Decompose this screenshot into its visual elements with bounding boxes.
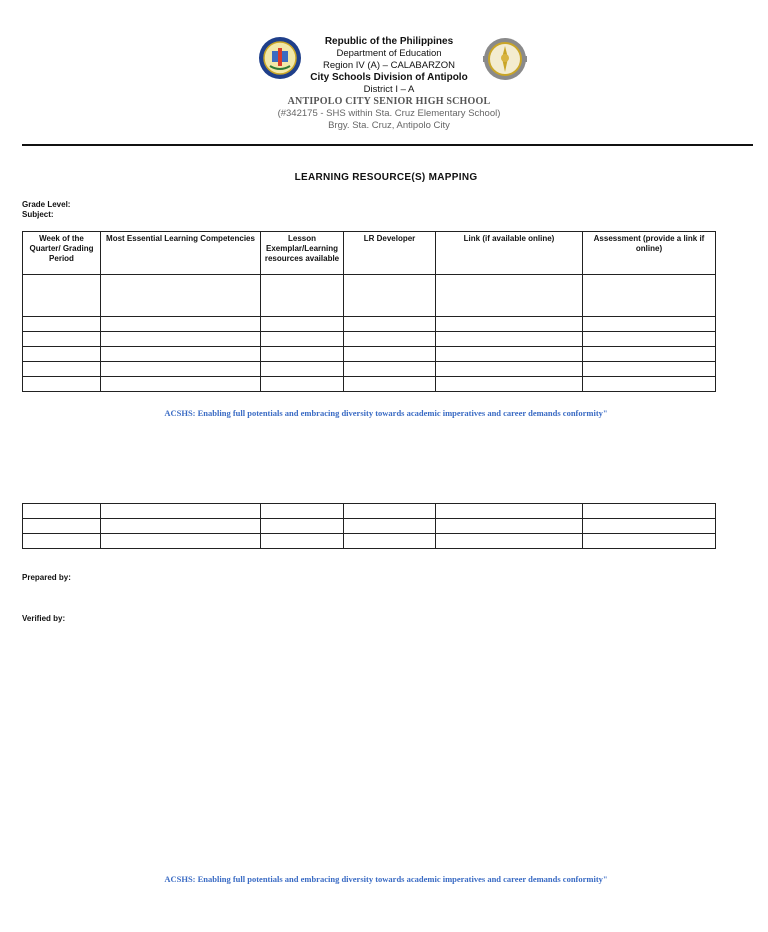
table-cell[interactable] (23, 317, 101, 332)
table-cell[interactable] (23, 504, 101, 519)
table-cell[interactable] (101, 504, 261, 519)
table-row[interactable] (23, 377, 716, 392)
table-cell[interactable] (261, 504, 344, 519)
school-motto: ACSHS: Enabling full potentials and embracing diversity towards academic imperatives and career demands conformity" (164, 408, 608, 418)
table-cell[interactable] (261, 317, 344, 332)
table-cell[interactable] (344, 534, 436, 549)
table-row[interactable] (23, 534, 716, 549)
table-cell[interactable] (101, 377, 261, 392)
table-cell[interactable] (101, 519, 261, 534)
subject-label: Subject: (22, 210, 54, 219)
school-id-line: (#342175 - SHS within Sta. Cruz Elementary School) (277, 108, 501, 119)
header-divider (22, 144, 753, 146)
table-cell[interactable] (344, 275, 436, 317)
table-cell[interactable] (344, 317, 436, 332)
document-title: LEARNING RESOURCE(S) MAPPING (294, 172, 478, 183)
table-cell[interactable] (261, 362, 344, 377)
table-cell[interactable] (436, 504, 583, 519)
table-cell[interactable] (261, 332, 344, 347)
table-cell[interactable] (436, 347, 583, 362)
table-row[interactable] (23, 275, 716, 317)
district-line: District I – A (363, 84, 415, 95)
table-cell[interactable] (583, 362, 716, 377)
table-cell[interactable] (261, 534, 344, 549)
table-cell[interactable] (261, 347, 344, 362)
table-cell[interactable] (436, 362, 583, 377)
table-cell[interactable] (436, 534, 583, 549)
table-cell[interactable] (583, 519, 716, 534)
table-row[interactable] (23, 347, 716, 362)
address-line: Brgy. Sta. Cruz, Antipolo City (328, 120, 450, 131)
table-cell[interactable] (436, 332, 583, 347)
table-cell[interactable] (23, 347, 101, 362)
verified-by-label: Verified by: (22, 614, 66, 623)
table-cell[interactable] (101, 534, 261, 549)
school-name: ANTIPOLO CITY SENIOR HIGH SCHOOL (287, 96, 491, 107)
col-lr-developer: LR Developer (344, 232, 436, 275)
prepared-by-label: Prepared by: (22, 573, 71, 582)
table-cell[interactable] (101, 347, 261, 362)
col-link: Link (if available online) (436, 232, 583, 275)
col-melc: Most Essential Learning Competencies (101, 232, 261, 275)
col-lesson-exemplar: Lesson Exemplar/Learning resources available (261, 232, 344, 275)
table-row[interactable] (23, 332, 716, 347)
table-cell[interactable] (101, 362, 261, 377)
region-line: Region IV (A) – CALABARZON (323, 60, 455, 71)
table-cell[interactable] (583, 275, 716, 317)
republic-line: Republic of the Philippines (324, 36, 454, 47)
table-cell[interactable] (23, 362, 101, 377)
table-cell[interactable] (344, 519, 436, 534)
table-cell[interactable] (23, 534, 101, 549)
table-cell[interactable] (23, 275, 101, 317)
table-cell[interactable] (344, 362, 436, 377)
table-cell[interactable] (23, 332, 101, 347)
table-cell[interactable] (583, 504, 716, 519)
table-cell[interactable] (261, 519, 344, 534)
col-assessment: Assessment (provide a link if online) (583, 232, 716, 275)
table-cell[interactable] (436, 317, 583, 332)
table-cell[interactable] (344, 332, 436, 347)
department-line: Department of Education (336, 48, 442, 59)
table-cell[interactable] (23, 377, 101, 392)
table-cell[interactable] (436, 519, 583, 534)
table-cell[interactable] (101, 332, 261, 347)
letterhead (0, 18, 768, 138)
table-cell[interactable] (436, 377, 583, 392)
table-header-row (23, 232, 716, 275)
table-cell[interactable] (436, 275, 583, 317)
division-line: City Schools Division of Antipolo (310, 72, 468, 83)
table-cell[interactable] (344, 504, 436, 519)
table-cell[interactable] (344, 377, 436, 392)
table-cell[interactable] (583, 317, 716, 332)
table-cell[interactable] (101, 317, 261, 332)
table-cell[interactable] (583, 332, 716, 347)
table-cell[interactable] (344, 347, 436, 362)
table-row[interactable] (23, 519, 716, 534)
table-cell[interactable] (23, 519, 101, 534)
table-cell[interactable] (583, 534, 716, 549)
table-row[interactable] (23, 317, 716, 332)
col-week: Week of the Quarter/ Grading Period (23, 232, 101, 275)
table-cell[interactable] (583, 377, 716, 392)
table-cell[interactable] (583, 347, 716, 362)
table-cell[interactable] (261, 275, 344, 317)
table-cell[interactable] (261, 377, 344, 392)
table-row[interactable] (23, 362, 716, 377)
mapping-table (22, 231, 716, 392)
grade-level-label: Grade Level: (22, 200, 71, 209)
continuation-table (22, 503, 716, 549)
table-row[interactable] (23, 504, 716, 519)
school-motto-footer: ACSHS: Enabling full potentials and embracing diversity towards academic imperatives and career demands conformity" (164, 874, 608, 884)
table-cell[interactable] (101, 275, 261, 317)
